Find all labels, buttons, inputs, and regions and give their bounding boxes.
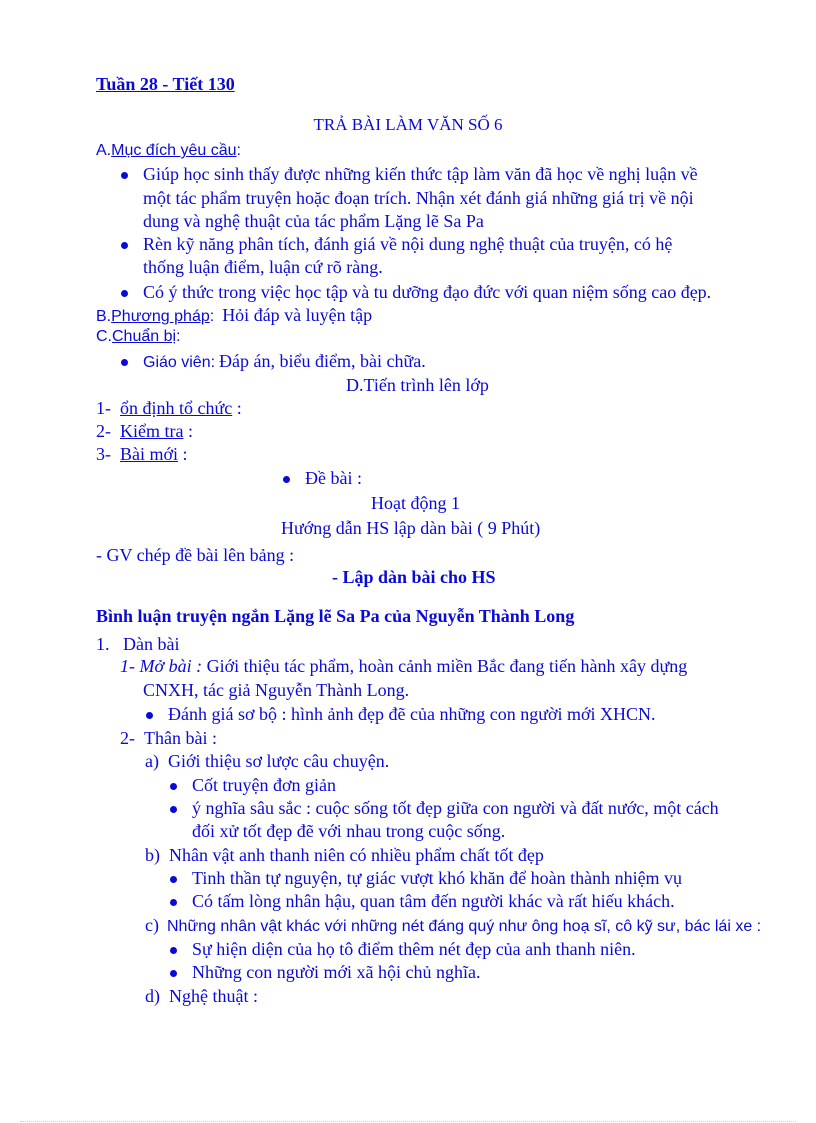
section-a-bullet-1-line-2: một tác phẩm truyện hoặc đoạn trích. Nhận xét đánh giá những giá trị về nội — [143, 188, 694, 208]
bullet-icon — [121, 359, 128, 366]
step-2: 2- Kiểm tra : — [96, 421, 193, 441]
item-a-bullet-2-line-2: đối xử tốt đẹp đẽ với nhau trong cuộc sống. — [192, 821, 506, 841]
page-bottom-divider — [20, 1121, 796, 1122]
item-c-bullet-2: Những con người mới xã hội chủ nghĩa. — [192, 962, 481, 982]
page-title: TRẢ BÀI LÀM VĂN SỐ 6 — [313, 115, 503, 134]
de-bai-label: Đề bài : — [305, 468, 362, 488]
week-lesson-heading: Tuần 28 - Tiết 130 — [96, 74, 235, 94]
item-a-bullet-1: Cốt truyện đơn giản — [192, 775, 336, 795]
than-bai-item-c: c) Những nhân vật khác với những nét đáng quý như ông hoạ sĩ, cô kỹ sư, bác lái xe : — [145, 915, 762, 935]
item-a-bullet-2-line-1: ý nghĩa sâu sắc : cuộc sống tốt đẹp giữa con người và đất nước, một cách — [192, 798, 719, 818]
section-d-title: D.Tiến trình lên lớp — [346, 375, 489, 395]
section-c-bullet: Giáo viên: Đáp án, biểu điểm, bài chữa. — [143, 351, 426, 371]
bullet-icon — [170, 876, 177, 883]
item-b-bullet-2: Có tấm lòng nhân hậu, quan tâm đến người khác và rất hiếu khách. — [192, 891, 675, 911]
bullet-icon — [170, 970, 177, 977]
section-a-bullet-2-line-1: Rèn kỹ năng phân tích, đánh giá về nội dung nghệ thuật của truyện, có hệ — [143, 234, 673, 254]
activity-subtitle: Hướng dẫn HS lập dàn bài ( 9 Phút) — [281, 518, 541, 538]
than-bai-heading: 2- Thân bài : — [120, 728, 217, 748]
section-b-text: Hỏi đáp và luyện tập — [222, 305, 373, 325]
section-b-heading: B.Phương pháp: Hỏi đáp và luyện tập — [96, 305, 373, 325]
section-a-heading: A.Mục đích yêu cầu: — [96, 142, 241, 159]
section-c-heading: C.Chuẩn bị: — [96, 328, 181, 345]
section-a-bullet-2-line-2: thống luận điểm, luận cứ rõ ràng. — [143, 257, 383, 277]
than-bai-item-d: d) Nghệ thuật : — [145, 986, 258, 1006]
mo-bai-line-2: CNXH, tác giả Nguyễn Thành Long. — [143, 680, 410, 700]
section-b-label: Phương pháp — [111, 308, 210, 325]
outline-heading: 1. Dàn bài — [96, 634, 180, 654]
section-a-bullet-1-line-3: dung và nghệ thuật của tác phẩm Lặng lẽ Sa Pa — [143, 211, 484, 231]
mo-bai-bullet: Đánh giá sơ bộ : hình ảnh đẹp đẽ của những con người mới XHCN. — [168, 704, 656, 724]
bullet-icon — [121, 172, 128, 179]
bullet-icon — [283, 476, 290, 483]
essay-title: Bình luận truyện ngắn Lặng lẽ Sa Pa của Nguyễn Thành Long — [96, 606, 575, 626]
step-1: 1- ổn định tổ chức : — [96, 398, 242, 418]
bullet-icon — [146, 712, 153, 719]
than-bai-item-b: b) Nhân vật anh thanh niên có nhiều phẩm chất tốt đẹp — [145, 845, 544, 865]
item-b-bullet-1: Tinh thần tự nguyện, tự giác vượt khó khăn để hoàn thành nhiệm vụ — [192, 868, 683, 888]
bullet-icon — [121, 290, 128, 297]
bullet-icon — [170, 899, 177, 906]
lap-dan-bai-line: - Lập dàn bài cho HS — [332, 567, 496, 587]
section-a-bullet-3: Có ý thức trong việc học tập và tu dưỡng đạo đức với quan niệm sống cao đẹp. — [143, 282, 712, 302]
section-a-label: Mục đích yêu cầu — [111, 142, 237, 159]
bullet-icon — [121, 242, 128, 249]
item-c-bullet-1: Sự hiện diện của họ tô điểm thêm nét đẹp của anh thanh niên. — [192, 939, 636, 959]
section-c-label: Chuẩn bị — [112, 328, 177, 345]
mo-bai-line-1: 1- Mở bài : Giới thiệu tác phẩm, hoàn cảnh miền Bắc đang tiến hành xây dựng — [120, 656, 688, 676]
bullet-icon — [170, 947, 177, 954]
step-3: 3- Bài mới : — [96, 444, 188, 464]
than-bai-item-a: a) Giới thiệu sơ lược câu chuyện. — [145, 751, 390, 771]
gv-line: - GV chép đề bài lên bảng : — [96, 545, 295, 565]
section-a-bullet-1-line-1: Giúp học sinh thấy được những kiến thức tập làm văn đã học về nghị luận về — [143, 164, 698, 184]
activity-title: Hoạt động 1 — [371, 493, 460, 513]
bullet-icon — [170, 806, 177, 813]
bullet-icon — [170, 783, 177, 790]
